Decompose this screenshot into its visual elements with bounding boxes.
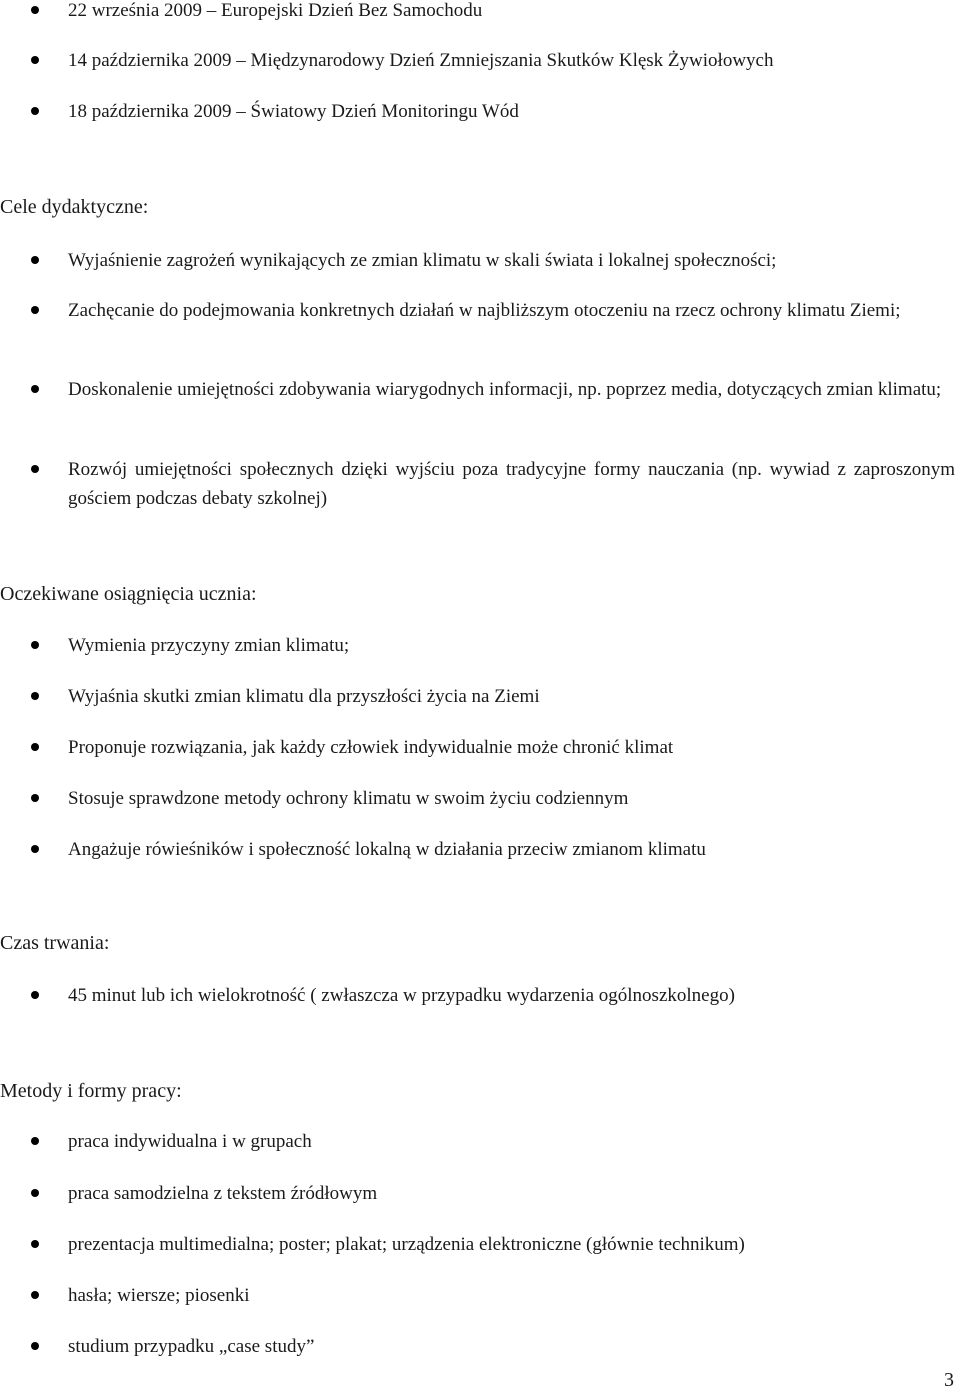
list-item-text: Proponuje rozwiązania, jak każdy człowiek indywidualnie może chronić klimat [68, 737, 674, 758]
list-item [68, 246, 955, 275]
list-item [68, 1179, 955, 1208]
section-heading-cele: Cele dydaktyczne: [0, 196, 149, 218]
list-item-text: 18 października 2009 – Światowy Dzień Monitoringu Wód [68, 101, 519, 122]
list-item [68, 835, 955, 864]
list-item-text: Zachęcanie do podejmowania konkretnych działań w najbliższym otoczeniu na rzecz ochrony klimatu Ziemi; [68, 300, 901, 321]
list-item [68, 455, 955, 513]
bullet-icon [31, 692, 39, 700]
list-item [68, 733, 955, 762]
list-item [68, 0, 955, 25]
list-item [68, 296, 955, 325]
bullet-icon [31, 743, 39, 751]
bullet-icon [31, 107, 39, 115]
list-item [68, 1127, 955, 1156]
list-item-text: Wymienia przyczyny zmian klimatu; [68, 635, 350, 656]
page-number: 3 [944, 1369, 954, 1391]
bullet-icon [31, 306, 39, 314]
section-heading-oczekiwane: Oczekiwane osiągnięcia ucznia: [0, 583, 257, 605]
list-item [68, 981, 955, 1010]
list-item [68, 375, 955, 404]
bullet-icon [31, 845, 39, 853]
list-item [68, 682, 955, 711]
list-item-text: prezentacja multimedialna; poster; plakat; urządzenia elektroniczne (głównie technikum) [68, 1234, 745, 1255]
bullet-icon [31, 794, 39, 802]
bullet-icon [31, 6, 39, 14]
list-item-text: Doskonalenie umiejętności zdobywania wiarygodnych informacji, np. poprzez media, dotyczących zmian klimatu; [68, 379, 942, 400]
bullet-icon [31, 385, 39, 393]
list-item-text: praca samodzielna z tekstem źródłowym [68, 1183, 378, 1204]
list-item-text: Stosuje sprawdzone metody ochrony klimatu w swoim życiu codziennym [68, 788, 629, 809]
list-item [68, 1281, 955, 1310]
list-item [68, 1332, 955, 1361]
list-item-text: praca indywidualna i w grupach [68, 1131, 312, 1152]
list-item-text: Wyjaśnienie zagrożeń wynikających ze zmian klimatu w skali świata i lokalnej społeczności; [68, 250, 777, 271]
list-item-text: Angażuje rówieśników i społeczność lokalną w działania przeciw zmianom klimatu [68, 839, 706, 860]
list-item [68, 784, 955, 813]
list-item-text: 14 października 2009 – Międzynarodowy Dzień Zmniejszania Skutków Klęsk Żywiołowych [68, 50, 774, 71]
bullet-icon [31, 1137, 39, 1145]
bullet-icon [31, 1342, 39, 1350]
list-item-text: studium przypadku „case study” [68, 1336, 315, 1357]
bullet-icon [31, 641, 39, 649]
list-item [68, 46, 955, 75]
bullet-icon [31, 991, 39, 999]
list-item-text: 22 września 2009 – Europejski Dzień Bez Samochodu [68, 0, 483, 21]
list-item [68, 97, 955, 126]
bullet-icon [31, 56, 39, 64]
bullet-icon [31, 1189, 39, 1197]
list-item-text: 45 minut lub ich wielokrotność ( zwłaszcza w przypadku wydarzenia ogólnoszkolnego) [68, 985, 735, 1006]
section-heading-czas: Czas trwania: [0, 932, 110, 954]
list-item [68, 631, 955, 660]
list-item-text: hasła; wiersze; piosenki [68, 1285, 250, 1306]
bullet-icon [31, 1291, 39, 1299]
list-item [68, 1230, 955, 1259]
bullet-icon [31, 465, 39, 473]
bullet-icon [31, 1240, 39, 1248]
list-item-text: Wyjaśnia skutki zmian klimatu dla przyszłości życia na Ziemi [68, 686, 540, 707]
bullet-icon [31, 256, 39, 264]
list-item-text: Rozwój umiejętności społecznych dzięki wyjściu poza tradycyjne formy nauczania (np. wywiad z zaproszonym gościem podczas debaty szkolnej) [68, 459, 955, 509]
section-heading-metody: Metody i formy pracy: [0, 1080, 182, 1102]
